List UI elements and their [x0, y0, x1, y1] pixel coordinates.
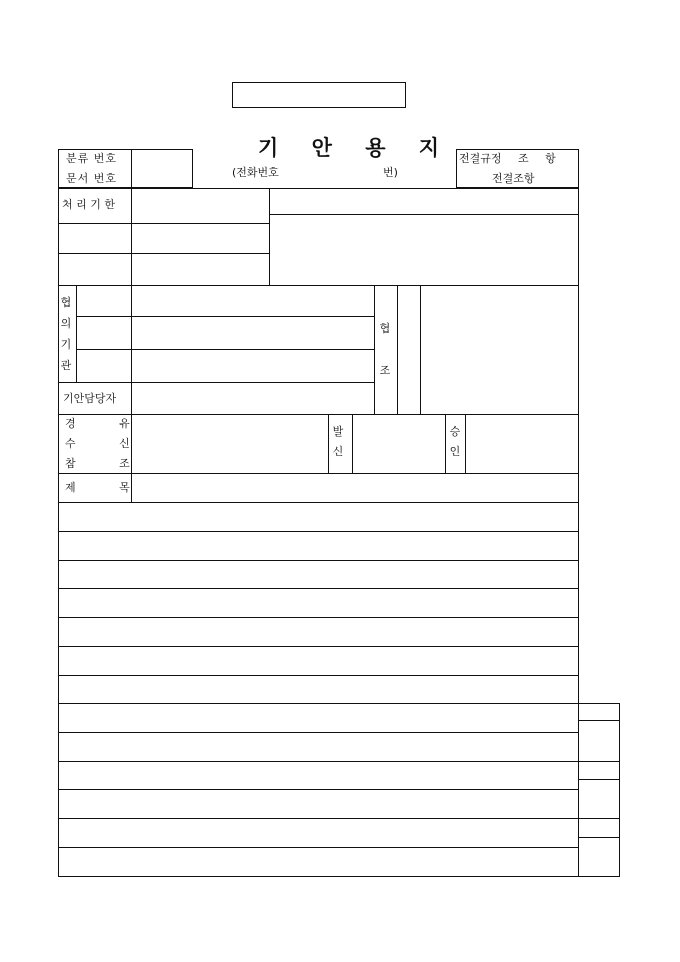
approval-label: 승 인 — [449, 425, 461, 458]
sending-label: 발 신 — [332, 425, 344, 458]
cooperation-label: 협 조 — [379, 322, 391, 377]
document-number-label: 문서 번호 — [66, 172, 118, 185]
regulation-line2: 전결조항 — [492, 172, 535, 185]
recipient-label: 수 신 — [65, 437, 130, 450]
processing-deadline-label: 처 리 기 한 — [62, 198, 115, 211]
via-label: 경 유 — [65, 417, 130, 430]
regulation-line1: 전결규정 조 항 — [459, 152, 556, 165]
phone-suffix: 번) — [383, 166, 398, 179]
cooperation-agency-label: 협 의 기 관 — [60, 296, 72, 372]
drafter-label: 기안담당자 — [63, 392, 117, 405]
subject-label: 제 목 — [65, 481, 130, 494]
form-title: 기 안 용 지 — [258, 135, 453, 160]
top-box[interactable] — [232, 82, 406, 108]
reference-label: 참 조 — [65, 457, 130, 470]
classification-number-label: 분류 번호 — [66, 152, 118, 165]
phone-prefix: (전화번호 — [232, 166, 279, 179]
